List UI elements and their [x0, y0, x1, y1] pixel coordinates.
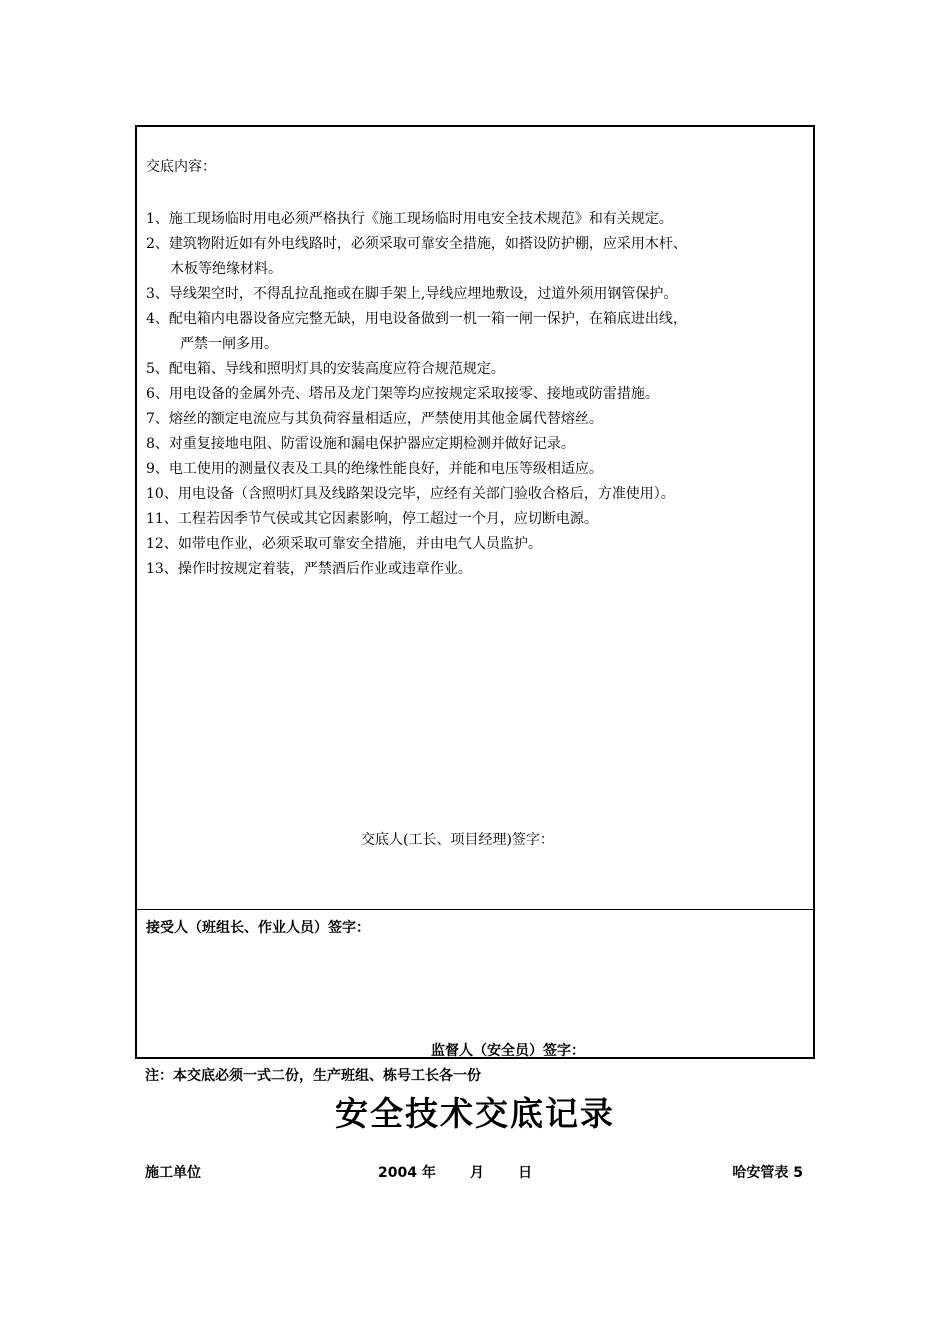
item-continuation: 木板等绝缘材料。: [170, 261, 282, 277]
disclosure-items-list: [146, 207, 801, 582]
item-text: 10、用电设备（含照明灯具及线路架设完毕，应经有关部门验收合格后，方准使用）。: [146, 486, 675, 502]
list-item: [146, 282, 801, 307]
item-text: 2、建筑物附近如有外电线路时，必须采取可靠安全措施，如搭设防护棚，应采用木杆、: [146, 236, 687, 252]
construction-unit-label: 施工单位: [145, 1165, 201, 1181]
item-text: 4、配电箱内电器设备应完整无缺，用电设备做到一机一箱一闸一保护，在箱底进出线，: [146, 311, 687, 327]
item-text: 8、对重复接地电阻、防雷设施和漏电保护器应定期检测并做好记录。: [146, 436, 575, 452]
list-item: [146, 232, 801, 282]
form-code: 哈安管表 5: [732, 1165, 803, 1181]
content-heading: 交底内容：: [146, 159, 216, 175]
date-field: [378, 1162, 532, 1182]
list-item: [146, 557, 801, 582]
list-item: [146, 357, 801, 382]
disclosure-content-section: [137, 127, 813, 910]
list-item: [146, 532, 801, 557]
list-item: [146, 482, 801, 507]
item-text: 6、用电设备的金属外壳、塔吊及龙门架等均应按规定采取接零、接地或防雷措施。: [146, 386, 659, 402]
receiver-signature-label: 接受人（班组长、作业人员）签字：: [146, 920, 370, 936]
discloser-signature-label: 交底人(工长、项目经理)签字：: [361, 832, 554, 848]
item-text: 13、操作时按规定着装，严禁酒后作业或违章作业。: [146, 561, 472, 577]
form-note: 注：本交底必须一式二份，生产班组、栋号工长各一份: [145, 1068, 481, 1084]
list-item: [146, 382, 801, 407]
item-text: 7、熔丝的额定电流应与其负荷容量相适应，严禁使用其他金属代替熔丝。: [146, 411, 603, 427]
list-item: [146, 507, 801, 532]
item-text: 12、如带电作业，必须采取可靠安全措施，并由电气人员监护。: [146, 536, 542, 552]
item-text: 9、电工使用的测量仪表及工具的绝缘性能良好，并能和电压等级相适应。: [146, 461, 603, 477]
signature-section: [137, 910, 813, 1059]
item-text: 1、施工现场临时用电必须严格执行《施工现场临时用电安全技术规范》和有关规定。: [146, 211, 673, 227]
item-continuation: 严禁一闸多用。: [180, 336, 278, 352]
date-year: 2004 年: [378, 1165, 436, 1181]
list-item: [146, 457, 801, 482]
item-text: 3、导线架空时，不得乱拉乱拖或在脚手架上,导线应埋地敷设，过道外须用钢管保护。: [146, 286, 678, 302]
list-item: [146, 207, 801, 232]
supervisor-signature-label: 监督人（安全员）签字：: [431, 1043, 585, 1059]
date-month: 月: [469, 1165, 484, 1181]
disclosure-form: [135, 125, 815, 1059]
list-item: [146, 307, 801, 357]
date-day: 日: [518, 1165, 533, 1181]
list-item: [146, 432, 801, 457]
item-text: 11、工程若因季节气侯或其它因素影响，停工超过一个月，应切断电源。: [146, 511, 598, 527]
item-text: 5、配电箱、导线和照明灯具的安装高度应符合规范规定。: [146, 361, 505, 377]
list-item: [146, 407, 801, 432]
page-title: 安全技术交底记录: [335, 1094, 615, 1133]
